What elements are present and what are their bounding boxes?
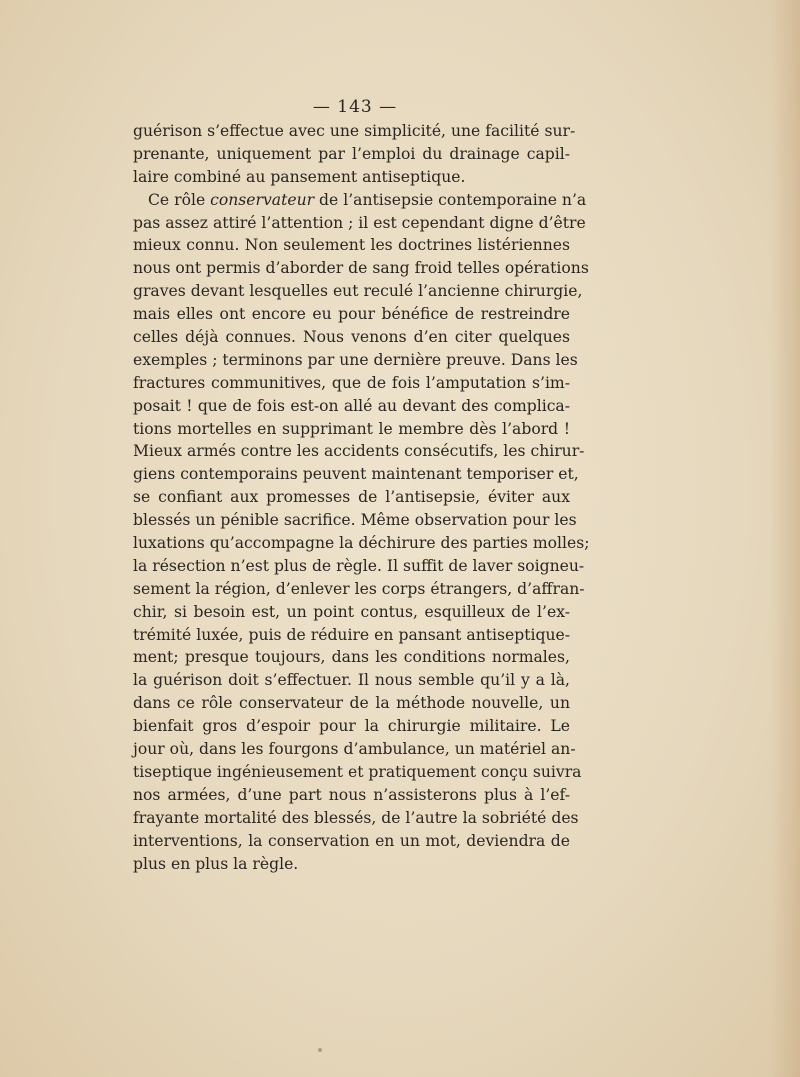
text-line: nos armées, d’une part nous n’assisterons plus à l’ef- (133, 785, 570, 804)
text-line: posait ! que de fois est-on allé au devant des complica- (133, 396, 570, 415)
text-segment: Ce rôle (148, 190, 211, 209)
text-line: se confiant aux promesses de l’antisepsie, éviter aux (133, 488, 570, 507)
text-line: fractures communitives, que de fois l’amputation s’im- (133, 373, 570, 392)
text-line: exemples ; terminons par une dernière preuve. Dans les (133, 350, 578, 369)
text-line: tiseptique ingénieusement et pratiquement conçu suivra (133, 762, 582, 781)
text-line: trémité luxée, puis de réduire en pansant antiseptique- (133, 625, 570, 644)
text-line (133, 189, 587, 212)
text-line: nous ont permis d’aborder de sang froid telles opérations (133, 259, 589, 278)
text-line: mais elles ont encore eu pour bénéfice de restreindre (133, 305, 570, 324)
text-line: frayante mortalité des blessés, de l’autre la sobriété des (133, 808, 579, 827)
text-segment: de l’antisepsie contemporaine n’a (314, 190, 587, 209)
text-line: pas assez attiré l’attention ; il est cependant digne d’être (133, 213, 586, 232)
text-line: guérison s’effectue avec une simplicité, une facilité sur- (133, 122, 576, 140)
text-line: interventions, la conservation en un mot, deviendra de (133, 831, 570, 850)
text-line: chir, si besoin est, un point contus, esquilleux de l’ex- (133, 602, 570, 621)
text-line: prenante, uniquement par l’emploi du drainage capil- (133, 144, 570, 163)
text-line: blessés un pénible sacrifice. Même observation pour les (133, 511, 577, 530)
text-line: la résection n’est plus de règle. Il suffit de laver soigneu- (133, 556, 585, 575)
text-line: graves devant lesquelles eut reculé l’ancienne chirurgie, (133, 282, 583, 301)
text-line: laire combiné au pansement antiseptique. (133, 167, 466, 186)
page-edge-shading (770, 0, 800, 1077)
text-line: dans ce rôle conservateur de la méthode nouvelle, un (133, 694, 570, 713)
text-line: bienfait gros d’espoir pour la chirurgie militaire. Le (133, 717, 570, 736)
text-line: Mieux armés contre les accidents consécutifs, les chirur- (133, 442, 585, 461)
text-line: giens contemporains peuvent maintenant temporiser et, (133, 465, 579, 484)
text-line: luxations qu’accompagne la déchirure des parties molles; (133, 534, 590, 553)
text-line: sement la région, d’enlever les corps étrangers, d’affran- (133, 579, 585, 598)
text-line: tions mortelles en supprimant le membre dès l’abord ! (133, 419, 570, 438)
text-line: celles déjà connues. Nous venons d’en citer quelques (133, 328, 570, 347)
text-line: ment; presque toujours, dans les conditions normales, (133, 648, 570, 667)
text-line: jour où, dans les fourgons d’ambulance, un matériel an- (133, 740, 576, 759)
paper-speck (318, 1048, 322, 1052)
text-line: la guérison doit s’effectuer. Il nous semble qu’il y a là, (133, 671, 570, 690)
text-line: plus en plus la règle. (133, 854, 299, 873)
text-line: mieux connu. Non seulement les doctrines listériennes (133, 236, 570, 255)
body-text (133, 120, 590, 875)
page-number: — 143 — (312, 97, 398, 117)
emphasized-word: conservateur (210, 190, 315, 209)
